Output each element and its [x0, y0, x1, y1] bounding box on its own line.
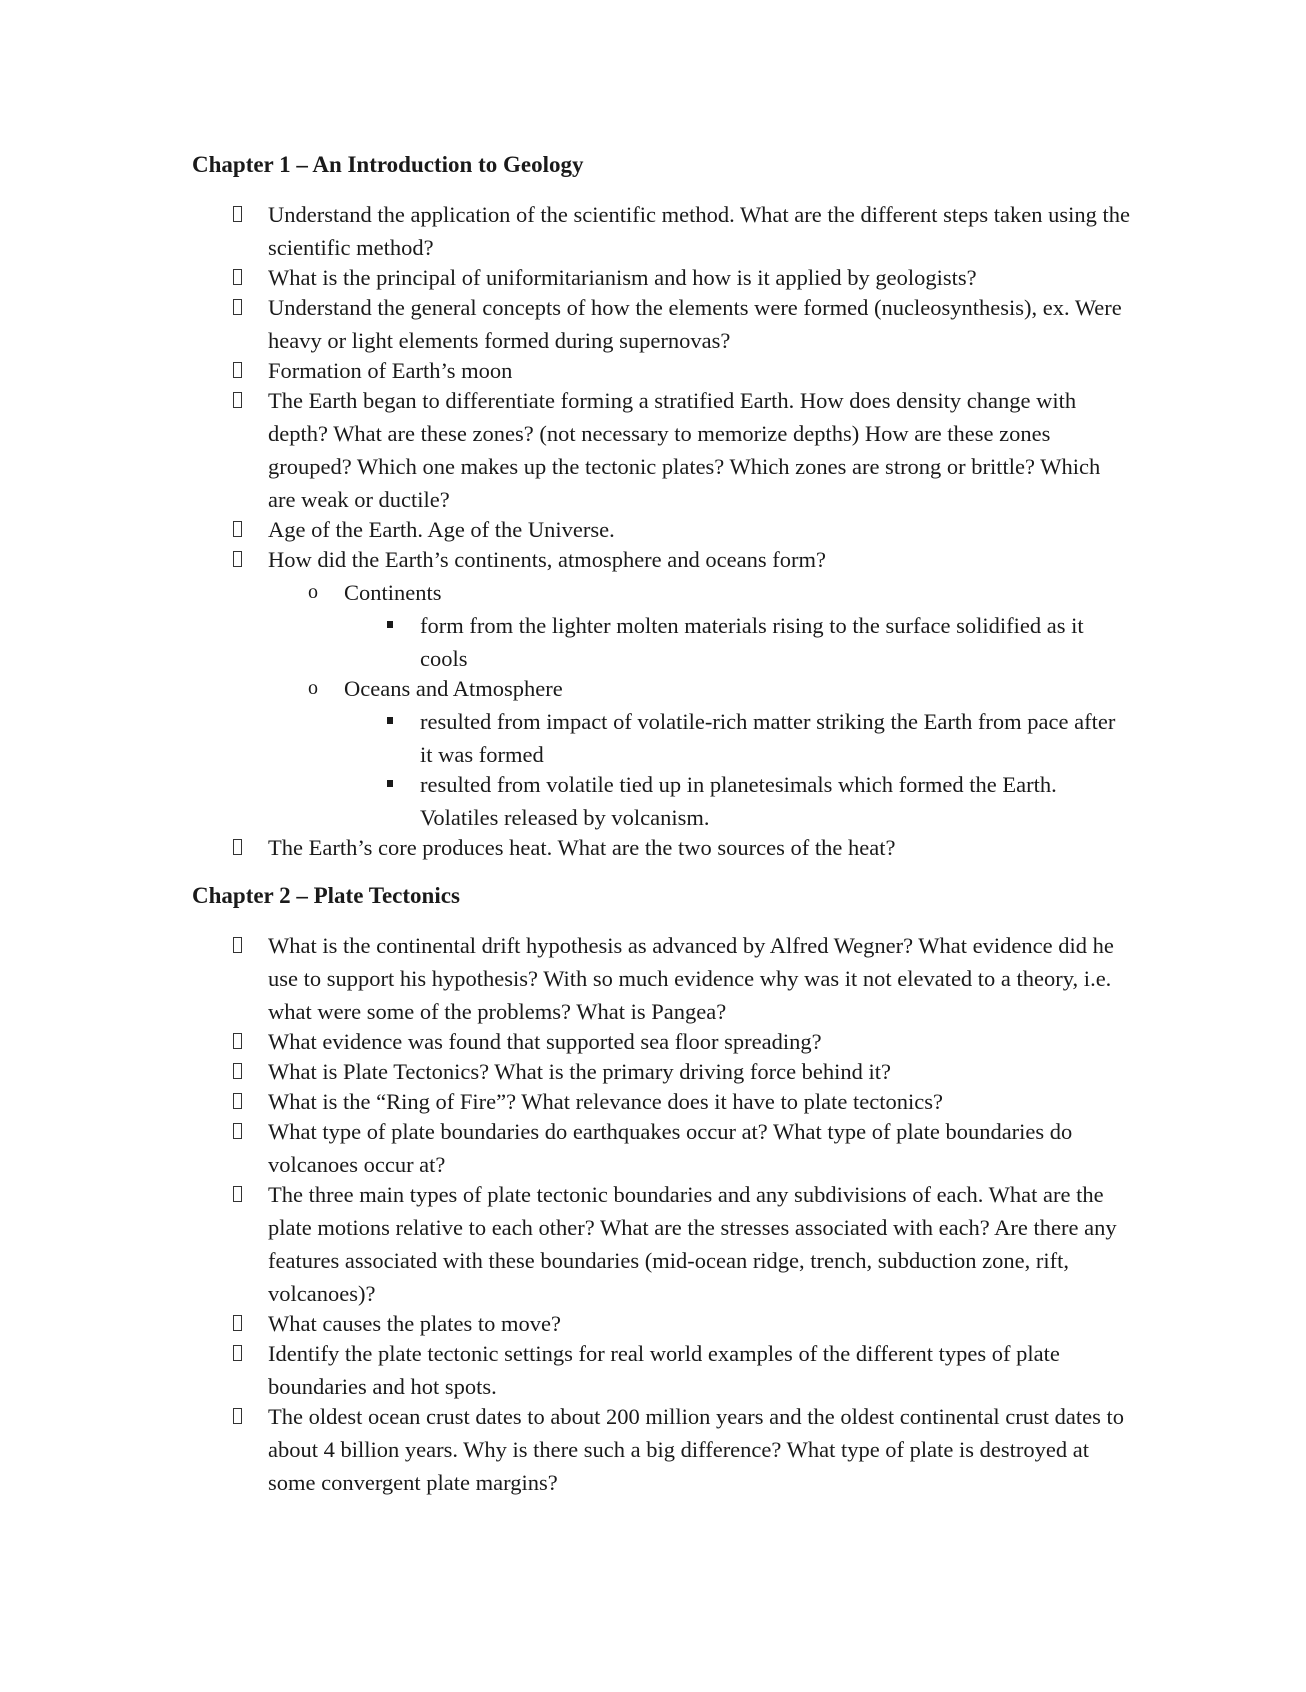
list-item: Understand the general concepts of how the elements were formed (nucleosynthesis), ex. Were heavy or light elements formed during supernovas? [192, 291, 1132, 357]
checkbox-bullet-icon [233, 269, 242, 285]
checkbox-bullet-icon [233, 839, 242, 855]
list-item: The Earth’s core produces heat. What are the two sources of the heat? [192, 831, 1132, 864]
checkbox-bullet-icon [233, 1186, 242, 1202]
sub-sub-list-item: resulted from volatile tied up in planetesimals which formed the Earth. Volatiles released by volcanism. [192, 768, 1132, 834]
square-bullet-icon [387, 780, 393, 787]
checkbox-bullet-icon [233, 1063, 242, 1079]
list-item: What is Plate Tectonics? What is the primary driving force behind it? [192, 1055, 1132, 1088]
list-item: How did the Earth’s continents, atmosphere and oceans form? o Continents form from the lighter molten materials rising to the surface solidified as it cools o Oceans and Atmosphere resulted from impact of volatile-rich matter striking the Earth from pace after it was formed resulted from volatile tied up in planetesimals which formed the Earth. Volatiles released by volcanism. [192, 543, 1132, 834]
list-item: The Earth began to differentiate forming a stratified Earth. How does density change with depth? What are these zones? (not necessary to memorize depths) How are these zones grouped? Which one makes up the tectonic plates? Which zones are strong or brittle? Which are weak or ductile? [192, 384, 1132, 516]
chapter-1-list [192, 198, 1132, 864]
checkbox-bullet-icon [233, 1033, 242, 1049]
list-item: Formation of Earth’s moon [192, 354, 1132, 387]
sub-list [268, 576, 1132, 834]
chapter-1-title: Chapter 1 – An Introduction to Geology [192, 152, 584, 177]
list-item: What is the principal of uniformitarianism and how is it applied by geologists? [192, 261, 1132, 294]
checkbox-bullet-icon [233, 521, 242, 537]
list-item: Understand the application of the scientific method. What are the different steps taken using the scientific method? [192, 198, 1132, 264]
sub-list-item: o Continents form from the lighter molten materials rising to the surface solidified as it cools [192, 576, 1132, 675]
document-content [192, 150, 1132, 1496]
circle-bullet-icon: o [308, 677, 318, 699]
checkbox-bullet-icon [233, 551, 242, 567]
checkbox-bullet-icon [233, 937, 242, 953]
sub-sub-list-item: form from the lighter molten materials rising to the surface solidified as it cools [192, 609, 1132, 675]
list-item: Age of the Earth. Age of the Universe. [192, 513, 1132, 546]
chapter-2-title: Chapter 2 – Plate Tectonics [192, 883, 460, 908]
list-item: What causes the plates to move? [192, 1307, 1132, 1340]
checkbox-bullet-icon [233, 1093, 242, 1109]
checkbox-bullet-icon [233, 1345, 242, 1361]
square-bullet-icon [387, 717, 393, 724]
checkbox-bullet-icon [233, 392, 242, 408]
checkbox-bullet-icon [233, 299, 242, 315]
list-item: The three main types of plate tectonic boundaries and any subdivisions of each. What are the plate motions relative to each other? What are the stresses associated with each? Are there any features associated with these boundaries (mid-ocean ridge, trench, subduction zone, rift, volcanoes)? [192, 1178, 1132, 1310]
sub-list-item: o Oceans and Atmosphere resulted from impact of volatile-rich matter striking the Earth from pace after it was formed resulted from volatile tied up in planetesimals which formed the Earth. Volatiles released by volcanism. [192, 672, 1132, 834]
checkbox-bullet-icon [233, 1408, 242, 1424]
square-bullet-icon [387, 621, 393, 628]
checkbox-bullet-icon [233, 1315, 242, 1331]
circle-bullet-icon: o [308, 581, 318, 603]
sub-sub-list [344, 705, 1132, 834]
list-item: Identify the plate tectonic settings for real world examples of the different types of plate boundaries and hot spots. [192, 1337, 1132, 1403]
list-item: What evidence was found that supported sea floor spreading? [192, 1025, 1132, 1058]
checkbox-bullet-icon [233, 206, 242, 222]
sub-sub-list [344, 609, 1132, 675]
list-item: The oldest ocean crust dates to about 200 million years and the oldest continental crust dates to about 4 billion years. Why is there such a big difference? What type of plate is destroyed at some convergent plate margins? [192, 1400, 1132, 1499]
sub-sub-list-item: resulted from impact of volatile-rich matter striking the Earth from pace after it was formed [192, 705, 1132, 771]
list-item: What is the continental drift hypothesis as advanced by Alfred Wegner? What evidence did he use to support his hypothesis? With so much evidence why was it not elevated to a theory, i.e. what were some of the problems? What is Pangea? [192, 929, 1132, 1028]
list-item: What type of plate boundaries do earthquakes occur at? What type of plate boundaries do volcanoes occur at? [192, 1115, 1132, 1181]
checkbox-bullet-icon [233, 1123, 242, 1139]
list-item: What is the “Ring of Fire”? What relevance does it have to plate tectonics? [192, 1085, 1132, 1118]
chapter-2-list [192, 929, 1132, 1499]
checkbox-bullet-icon [233, 362, 242, 378]
